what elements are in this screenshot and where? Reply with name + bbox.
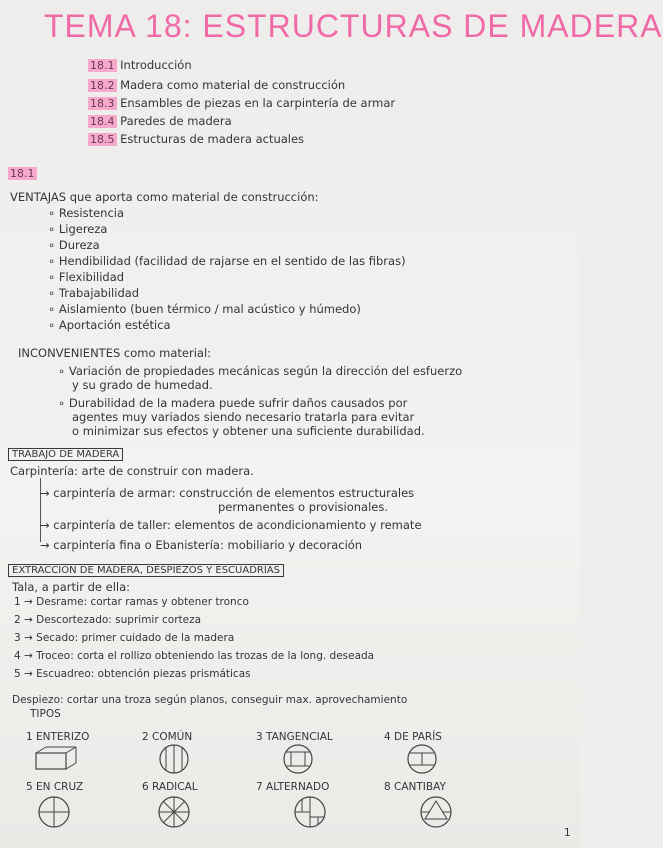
list-item: ∘ Trabajabilidad [48,286,140,300]
radical-diagram [156,795,192,829]
list-item-continuation: y su grado de humedad. [72,378,213,392]
extraccion-box: EXTRACCIÓN DE MADERA, DESPIEZOS Y ESCUADRÍAS [8,564,284,577]
list-item: ∘ Flexibilidad [48,270,125,284]
index-item [88,132,304,147]
cantibay-diagram [418,795,454,829]
tipo-label: 3 TANGENCIAL [256,731,333,743]
section-number [8,166,37,181]
list-item: ∘ Ligereza [48,222,108,236]
enterizo-diagram [30,745,80,775]
step-item: 2 → Descortezado: suprimir corteza [14,614,202,626]
index-number: 18.5 [90,133,115,146]
index-number: 18.3 [90,97,115,110]
tipo-label: 6 RADICAL [142,781,198,793]
index-number: 18.4 [90,115,115,128]
list-item-text: Trabajabilidad [58,286,140,300]
list-item-text: Flexibilidad [58,270,125,284]
index-item [88,78,345,93]
list-item-continuation: agentes muy variados siendo necesario tratarla para evitar [72,410,415,424]
comun-diagram [156,743,192,775]
list-item-text: Variación de propiedades mecánicas según la dirección del esfuerzo [68,364,463,378]
index-number: 18.2 [90,79,115,92]
index-item [88,114,232,129]
tangencial-diagram [280,743,316,775]
step-item: 3 → Secado: primer cuidado de la madera [14,632,235,644]
step-item: 5 → Escuadreo: obtención piezas prismáticas [14,668,251,680]
step-item: 4 → Troceo: corta el rollizo obteniendo las trozas de la long. deseada [14,650,375,662]
despiezo-definition: Despiezo: cortar una troza según planos, conseguir max. aprovechamiento [12,694,408,706]
index-item [88,96,395,111]
index-text: Estructuras de madera actuales [120,132,305,146]
alternado-diagram [292,795,328,829]
branch-item: → carpintería de taller: elementos de acondicionamiento y remate [40,518,422,532]
tipo-label: 1 ENTERIZO [26,731,90,743]
index-text: Ensambles de piezas en la carpintería de armar [120,96,396,110]
de-paris-diagram [404,743,440,775]
list-item: ∘ Resistencia [48,206,125,220]
branch-text: carpintería de armar: construcción de elementos estructurales [53,486,415,500]
list-item-text: Hendibilidad (facilidad de rajarse en el sentido de las fibras) [58,254,406,268]
tipos-label: TIPOS [30,708,61,720]
carpinteria-definition: Carpintería: arte de construir con madera. [10,464,254,478]
index-text: Paredes de madera [120,114,232,128]
tipo-label: 7 ALTERNADO [256,781,330,793]
list-item: ∘ Aislamiento (buen térmico / mal acústico y húmedo) [48,302,361,316]
index-text: Madera como material de construcción [120,78,346,92]
list-item-text: Aislamiento (buen térmico / mal acústico y húmedo) [58,302,361,316]
trabajo-box: TRABAJO DE MADERA [8,448,123,461]
tipo-label: 5 EN CRUZ [26,781,84,793]
tipo-label: 4 DE PARÍS [384,731,442,743]
list-item: ∘ Hendibilidad (facilidad de rajarse en el sentido de las fibras) [48,254,406,268]
inconvenientes-heading: INCONVENIENTES como material: [18,346,212,360]
tala-intro: Tala, a partir de ella: [12,580,131,594]
en-cruz-diagram [36,795,72,829]
list-item-text: Ligereza [58,222,108,236]
list-item: ∘ Dureza [48,238,100,252]
trabajo-heading [8,446,123,462]
tipo-label: 2 COMÚN [142,731,193,743]
list-item-text: Resistencia [58,206,125,220]
extraccion-heading [8,562,284,578]
section-number-label: 18.1 [10,167,35,180]
index-text: Introducción [120,58,192,72]
branch-text: carpintería de taller: elementos de acondicionamiento y remate [53,518,422,532]
page-title: TEMA 18: ESTRUCTURAS DE MADERA [44,8,663,44]
list-item-text: Durabilidad de la madera puede sufrir daños causados por [68,396,408,410]
branch-item: → carpintería fina o Ebanistería: mobiliario y decoración [40,538,363,552]
list-item-text: Aportación estética [58,318,171,332]
list-item: ∘ Variación de propiedades mecánicas según la dirección del esfuerzo [58,364,463,378]
list-item-continuation: o minimizar sus efectos y obtener una suficiente durabilidad. [72,424,425,438]
index-item [88,58,192,73]
branch-text: carpintería fina o Ebanistería: mobiliario y decoración [53,538,363,552]
step-item: 1 → Desrame: cortar ramas y obtener tronco [14,596,249,608]
ventajas-heading: VENTAJAS que aporta como material de construcción: [10,190,319,204]
branch-item: → carpintería de armar: construcción de elementos estructurales [40,486,415,500]
index-number: 18.1 [90,59,115,72]
tipo-label: 8 CANTIBAY [384,781,446,793]
branch-continuation: permanentes o provisionales. [218,500,389,514]
list-item-text: Dureza [58,238,100,252]
list-item: ∘ Durabilidad de la madera puede sufrir daños causados por [58,396,408,410]
list-item: ∘ Aportación estética [48,318,171,332]
page-number: 1 [564,827,571,839]
